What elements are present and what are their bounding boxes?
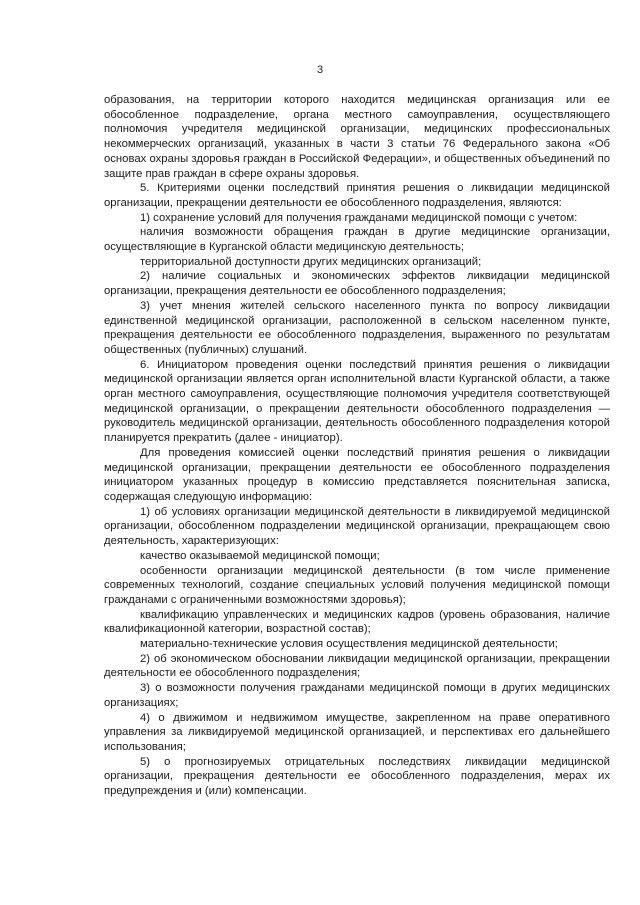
- paragraph-16: 3) о возможности получения гражданами медицинской помощи в других медицинских организациях;: [104, 682, 610, 709]
- paragraph-11: качество оказываемой медицинской помощи;: [140, 549, 380, 562]
- paragraph-2: 5. Критериями оценки последствий принятия решения о ликвидации медицинской организации, прекращении деятельности ее обособленного подразделения, являются:: [104, 182, 610, 209]
- paragraph-10: 1) об условиях организации медицинской деятельности в ликвидируемой медицинской организации, обособленном подразделении медицинской организации, прекращающем свою деятельность, характеризующих:: [104, 505, 610, 548]
- paragraph-3: 1) сохранение условий для получения гражданами медицинской помощи с учетом:: [140, 211, 578, 224]
- paragraph-7: 3) учет мнения жителей сельского населенного пункта по вопросу ликвидации единственной медицинской организации, расположенной в сельском населенном пункте, прекращения деятельности ее обособленного подразделения, выраженного по результатам общественных (публичных) слушаний.: [104, 299, 610, 356]
- paragraph-9: Для проведения комиссией оценки последствий принятия решения о ликвидации медицинской организации, прекращении деятельности ее обособленного подразделения инициатором указанных процедур в комиссию представляется пояснительная записка, содержащая следующую информацию:: [104, 446, 610, 503]
- paragraph-12: особенности организации медицинской деятельности (в том числе применение современных технологий, создание специальных условий получения медицинской помощи гражданами с ограниченными возможностями здоровья);: [104, 564, 610, 606]
- document-body: [104, 93, 610, 799]
- paragraph-13: квалификацию управленческих и медицинских кадров (уровень образования, наличие квалификационной категории, возрастной состав);: [104, 608, 610, 636]
- paragraph-5: территориальной доступности других медицинских организаций;: [140, 255, 482, 268]
- paragraph-18: 5) о прогнозируемых отрицательных последствиях ликвидации медицинской организации, прекращения деятельности ее обособленного подразделения, мерах их предупреждения и (или) компенсации.: [104, 755, 610, 798]
- paragraph-14: материально-технические условия осуществления медицинской деятельности;: [140, 638, 558, 651]
- paragraph-8: 6. Инициатором проведения оценки последствий принятия решения о ликвидации медицинской организации является орган исполнительной власти Курганской области, а также орган местного самоуправления, осуществляющие полномочия учредителя соответствующей медицинской организации, о прекращении деятельности обособленного подразделения — руководитель медицинской организации, деятельность обособленного подразделения которой планируется прекратить (далее - инициатор).: [104, 358, 610, 445]
- page-number: 3: [316, 64, 324, 76]
- paragraph-4: наличия возможности обращения граждан в другие медицинские организации, осуществляющие в Курганской области медицинскую деятельность;: [104, 226, 610, 254]
- paragraph-6: 2) наличие социальных и экономических эффектов ликвидации медицинской организации, прекращения деятельности ее обособленного подразделения;: [104, 270, 610, 298]
- paragraph-17: 4) о движимом и недвижимом имуществе, закрепленном на праве оперативного управления за ликвидируемой медицинской организацией, и перспективах его дальнейшего использования;: [104, 711, 610, 753]
- paragraph-15: 2) об экономическом обосновании ликвидации медицинской организации, прекращении деятельности ее обособленного подразделения;: [104, 652, 610, 680]
- paragraph-1: образования, на территории которого находится медицинская организация или ее обособленное подразделение, органа местного самоуправления, осуществляющего полномочия учредителя медицинской организации, медицинских профессиональных некоммерческих организаций, указанных в части 3 статьи 76 Федерального закона «Об основах охраны здоровья граждан в Российской Федерации», и общественных объединений по защите прав граждан в сфере охраны здоровья.: [104, 94, 610, 180]
